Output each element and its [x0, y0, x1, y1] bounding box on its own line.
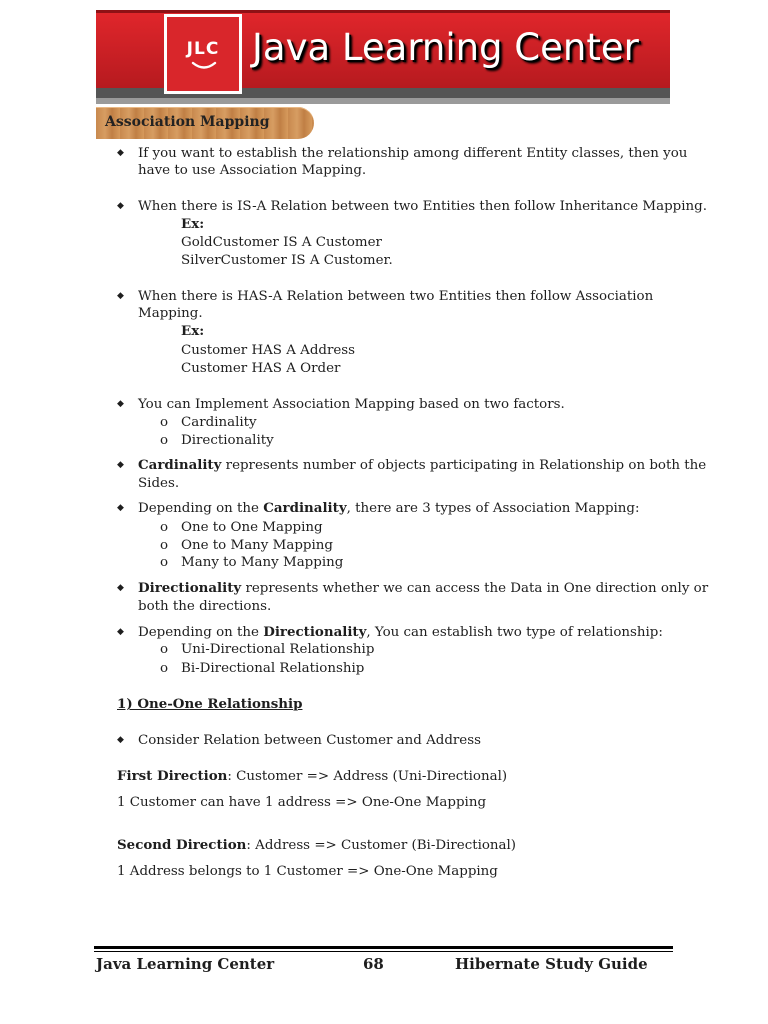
text-run: Depending on the: [138, 501, 264, 516]
smile-icon: [191, 61, 217, 71]
text-line: 1 Address belongs to 1 Customer => One-One Mapping: [117, 864, 498, 879]
section-header: [96, 107, 314, 139]
example-line: SilverCustomer IS A Customer.: [181, 253, 393, 268]
bullet-icon: ◆: [117, 460, 124, 470]
second-direction-label: Second Direction: [117, 837, 247, 853]
text-line: have to use Association Mapping.: [138, 163, 367, 178]
text-line: [138, 500, 640, 517]
term-cardinality: Cardinality: [138, 457, 222, 473]
footer-rule-thin: [94, 951, 673, 952]
sub-item: Cardinality: [181, 415, 257, 430]
example-label-text: Ex:: [181, 323, 205, 339]
footer-right: Hibernate Study Guide: [455, 955, 648, 973]
sub-bullet-icon: o: [160, 520, 169, 535]
example-line: Customer HAS A Address: [181, 343, 356, 358]
text-run: represents whether we can access the Data in One direction only or: [241, 581, 709, 596]
term-cardinality: Cardinality: [263, 500, 347, 516]
sub-item: Many to Many Mapping: [181, 555, 344, 570]
text-line: [138, 580, 708, 597]
text-line: [138, 457, 706, 474]
text-run: represents number of objects participating in Relationship on both the: [221, 458, 707, 473]
text-line: [138, 624, 663, 641]
text-line: When there is HAS-A Relation between two Entities then follow Association: [138, 289, 654, 304]
sub-item: One to Many Mapping: [181, 538, 333, 553]
text-line: If you want to establish the relationship among different Entity classes, then you: [138, 146, 688, 161]
bullet-icon: ◆: [117, 148, 124, 158]
text-line: When there is IS-A Relation between two Entities then follow Inheritance Mapping.: [138, 199, 707, 214]
term-directionality: Directionality: [138, 580, 242, 596]
sub-item: Uni-Directional Relationship: [181, 642, 375, 657]
sub-item: One to One Mapping: [181, 520, 323, 535]
text-line: both the directions.: [138, 599, 272, 614]
subsection-heading-text: 1) One-One Relationship: [117, 696, 303, 712]
text-line: Sides.: [138, 476, 180, 491]
text-line: Mapping.: [138, 306, 203, 321]
term-directionality: Directionality: [263, 624, 367, 640]
text-run: Depending on the: [138, 625, 264, 640]
example-label-text: Ex:: [181, 216, 205, 232]
text-run: , there are 3 types of Association Mapping:: [346, 501, 640, 516]
bullet-icon: ◆: [117, 399, 124, 409]
sub-bullet-icon: o: [160, 642, 169, 657]
example-label: [181, 216, 204, 233]
sub-item: Bi-Directional Relationship: [181, 661, 365, 676]
text-line: 1 Customer can have 1 address => One-One Mapping: [117, 795, 487, 810]
second-direction-line: [117, 837, 516, 854]
text-run: : Customer => Address (Uni-Directional): [227, 769, 508, 784]
banner-divider-light: [96, 98, 670, 104]
sub-item: Directionality: [181, 433, 274, 448]
first-direction-label: First Direction: [117, 768, 228, 784]
page-number: 68: [363, 955, 384, 973]
text-line: You can Implement Association Mapping based on two factors.: [138, 397, 565, 412]
sub-bullet-icon: o: [160, 661, 169, 676]
text-line: Consider Relation between Customer and Address: [138, 733, 481, 748]
text-run: , You can establish two type of relationship:: [366, 625, 663, 640]
bullet-icon: ◆: [117, 201, 124, 211]
section-title: Association Mapping: [105, 114, 270, 130]
sub-bullet-icon: o: [160, 415, 169, 430]
bullet-icon: ◆: [117, 735, 124, 745]
bullet-icon: ◆: [117, 503, 124, 513]
bullet-icon: ◆: [117, 291, 124, 301]
first-direction-line: [117, 768, 507, 785]
sub-bullet-icon: o: [160, 433, 169, 448]
header-banner: [96, 10, 670, 104]
subsection-heading: [117, 696, 302, 713]
text-run: : Address => Customer (Bi-Directional): [246, 838, 517, 853]
example-line: Customer HAS A Order: [181, 361, 341, 376]
bullet-icon: ◆: [117, 583, 124, 593]
sub-bullet-icon: o: [160, 538, 169, 553]
jlc-logo: [164, 14, 242, 94]
example-label: [181, 323, 204, 340]
footer-left: Java Learning Center: [96, 955, 275, 973]
example-line: GoldCustomer IS A Customer: [181, 235, 382, 250]
sub-bullet-icon: o: [160, 555, 169, 570]
footer-rule: [94, 946, 673, 949]
logo-text: JLC: [186, 39, 220, 59]
bullet-icon: ◆: [117, 627, 124, 637]
banner-title: Java Learning Center: [252, 26, 639, 69]
